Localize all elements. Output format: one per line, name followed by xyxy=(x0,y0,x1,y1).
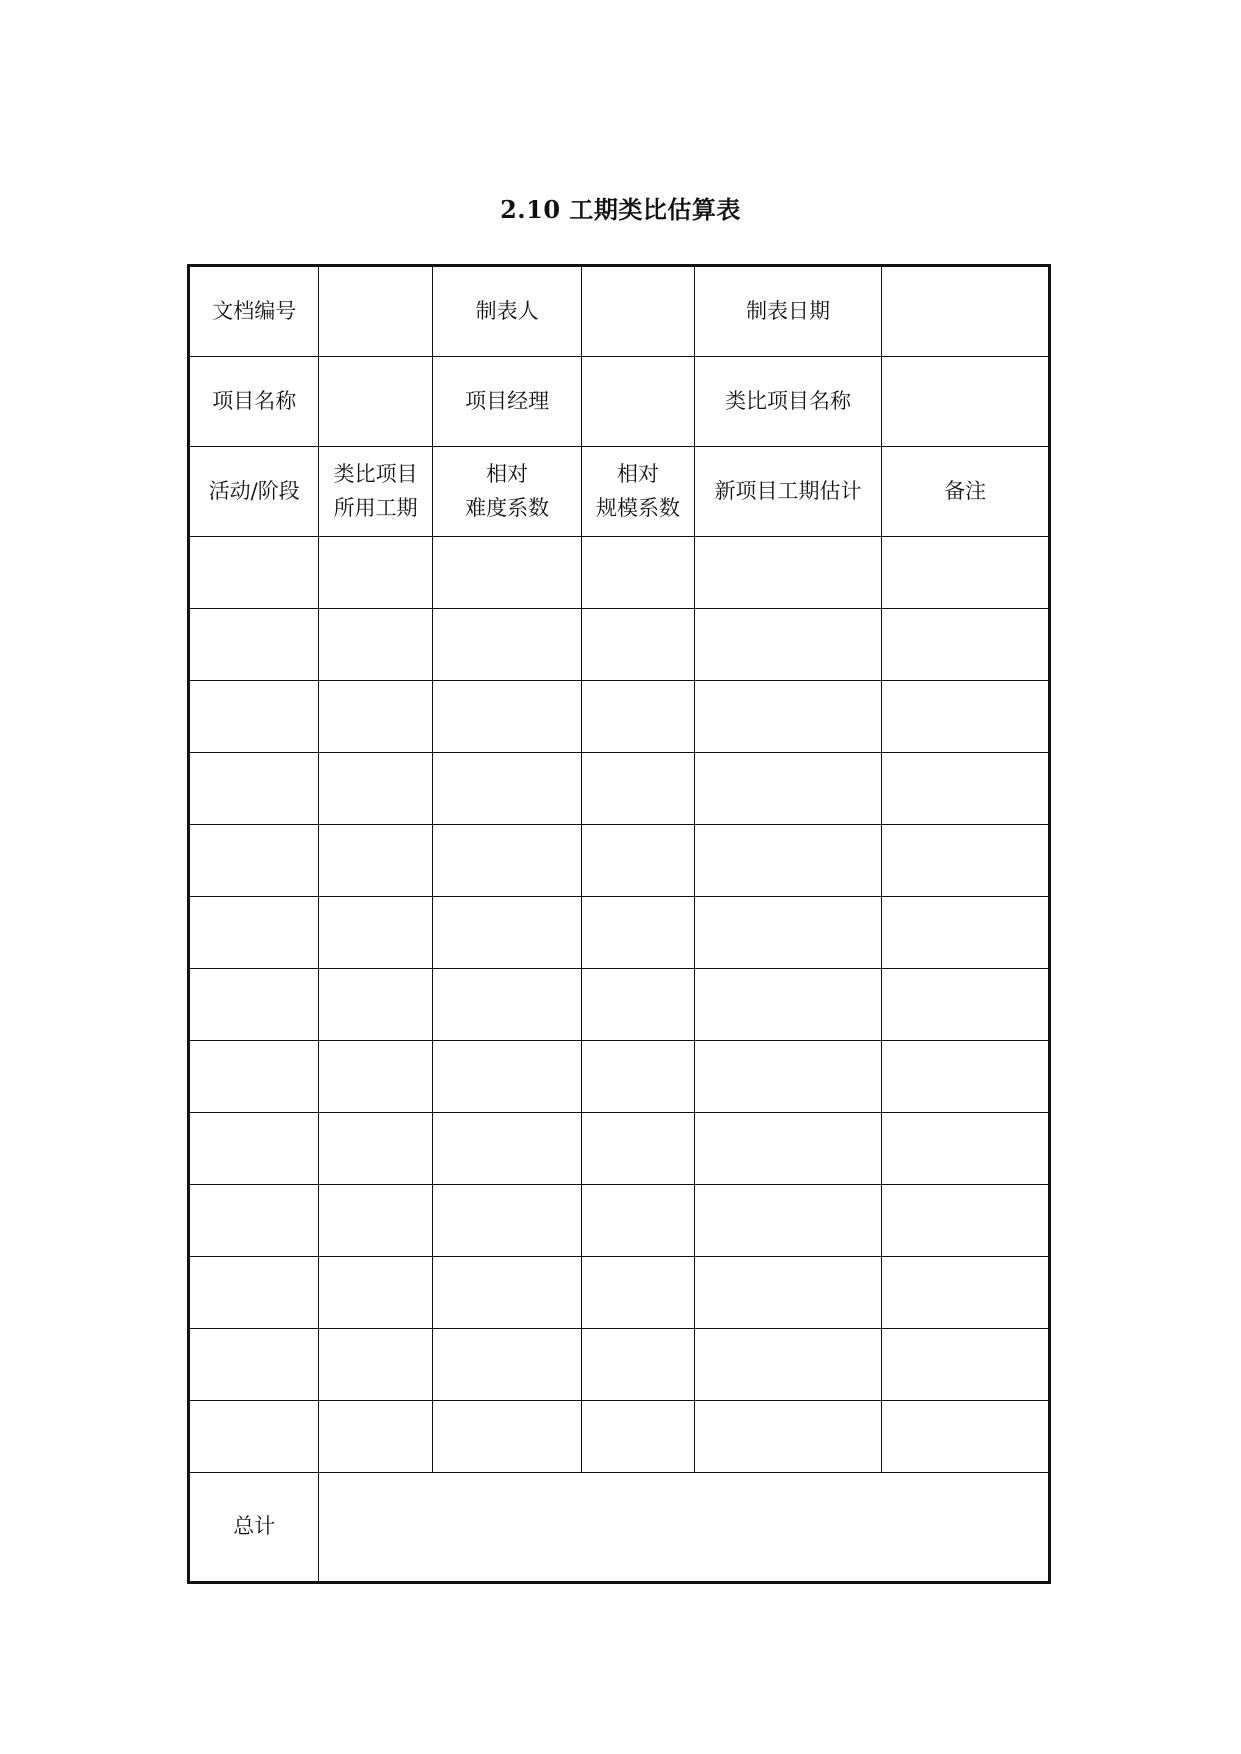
info-row-project xyxy=(189,357,1050,447)
remarks-cell[interactable] xyxy=(882,537,1050,609)
analog-duration-cell[interactable] xyxy=(319,609,432,681)
remarks-cell[interactable] xyxy=(882,609,1050,681)
info-row-document xyxy=(189,266,1050,357)
col-header-difficulty xyxy=(432,447,582,537)
new-estimate-cell[interactable] xyxy=(694,825,882,897)
activity-cell[interactable] xyxy=(189,825,319,897)
table-row xyxy=(189,1257,1050,1329)
total-label: 总计 xyxy=(189,1473,319,1583)
activity-cell[interactable] xyxy=(189,1401,319,1473)
activity-cell[interactable] xyxy=(189,1257,319,1329)
difficulty-cell[interactable] xyxy=(432,969,582,1041)
scale-cell[interactable] xyxy=(582,537,694,609)
scale-cell[interactable] xyxy=(582,1329,694,1401)
column-header-row xyxy=(189,447,1050,537)
doc-number-field[interactable] xyxy=(319,266,432,357)
col-header-scale-line2: 规模系数 xyxy=(596,495,681,520)
remarks-cell[interactable] xyxy=(882,1257,1050,1329)
activity-cell[interactable] xyxy=(189,609,319,681)
analog-duration-cell[interactable] xyxy=(319,1329,432,1401)
table-row xyxy=(189,1185,1050,1257)
analog-project-name-field[interactable] xyxy=(882,357,1050,447)
analog-duration-cell[interactable] xyxy=(319,1401,432,1473)
activity-cell[interactable] xyxy=(189,1113,319,1185)
scale-cell[interactable] xyxy=(582,897,694,969)
new-estimate-cell[interactable] xyxy=(694,1257,882,1329)
doc-number-label: 文档编号 xyxy=(189,266,319,357)
remarks-cell[interactable] xyxy=(882,681,1050,753)
scale-cell[interactable] xyxy=(582,1041,694,1113)
activity-cell[interactable] xyxy=(189,969,319,1041)
new-estimate-cell[interactable] xyxy=(694,1401,882,1473)
scale-cell[interactable] xyxy=(582,1185,694,1257)
scale-cell[interactable] xyxy=(582,1113,694,1185)
col-header-analog-duration-line1: 类比项目 xyxy=(333,461,418,486)
table-row xyxy=(189,897,1050,969)
scale-cell[interactable] xyxy=(582,753,694,825)
remarks-cell[interactable] xyxy=(882,1401,1050,1473)
difficulty-cell[interactable] xyxy=(432,609,582,681)
difficulty-cell[interactable] xyxy=(432,897,582,969)
prepared-date-field[interactable] xyxy=(882,266,1050,357)
total-field[interactable] xyxy=(319,1473,1050,1583)
table-row xyxy=(189,1401,1050,1473)
total-row xyxy=(189,1473,1050,1583)
difficulty-cell[interactable] xyxy=(432,825,582,897)
project-manager-field[interactable] xyxy=(582,357,694,447)
remarks-cell[interactable] xyxy=(882,825,1050,897)
difficulty-cell[interactable] xyxy=(432,1401,582,1473)
scale-cell[interactable] xyxy=(582,681,694,753)
new-estimate-cell[interactable] xyxy=(694,753,882,825)
analog-duration-cell[interactable] xyxy=(319,1185,432,1257)
col-header-activity: 活动/阶段 xyxy=(189,447,319,537)
table-row xyxy=(189,537,1050,609)
difficulty-cell[interactable] xyxy=(432,537,582,609)
difficulty-cell[interactable] xyxy=(432,1113,582,1185)
analog-duration-cell[interactable] xyxy=(319,681,432,753)
activity-cell[interactable] xyxy=(189,681,319,753)
activity-cell[interactable] xyxy=(189,1041,319,1113)
table-row xyxy=(189,609,1050,681)
col-header-difficulty-line2: 难度系数 xyxy=(465,495,550,520)
remarks-cell[interactable] xyxy=(882,1185,1050,1257)
remarks-cell[interactable] xyxy=(882,1113,1050,1185)
difficulty-cell[interactable] xyxy=(432,1185,582,1257)
analog-duration-cell[interactable] xyxy=(319,1041,432,1113)
scale-cell[interactable] xyxy=(582,1257,694,1329)
difficulty-cell[interactable] xyxy=(432,753,582,825)
new-estimate-cell[interactable] xyxy=(694,537,882,609)
activity-cell[interactable] xyxy=(189,897,319,969)
col-header-difficulty-line1: 相对 xyxy=(486,461,529,486)
new-estimate-cell[interactable] xyxy=(694,897,882,969)
scale-cell[interactable] xyxy=(582,825,694,897)
analog-duration-cell[interactable] xyxy=(319,969,432,1041)
table-row xyxy=(189,969,1050,1041)
remarks-cell[interactable] xyxy=(882,753,1050,825)
table-row xyxy=(189,1041,1050,1113)
scale-cell[interactable] xyxy=(582,969,694,1041)
analog-duration-cell[interactable] xyxy=(319,825,432,897)
difficulty-cell[interactable] xyxy=(432,1041,582,1113)
analog-duration-cell[interactable] xyxy=(319,753,432,825)
new-estimate-cell[interactable] xyxy=(694,1185,882,1257)
project-name-field[interactable] xyxy=(319,357,432,447)
analog-duration-cell[interactable] xyxy=(319,1113,432,1185)
difficulty-cell[interactable] xyxy=(432,681,582,753)
activity-cell[interactable] xyxy=(189,753,319,825)
table-row xyxy=(189,825,1050,897)
col-header-remarks: 备注 xyxy=(882,447,1050,537)
scale-cell[interactable] xyxy=(582,609,694,681)
new-estimate-cell[interactable] xyxy=(694,1041,882,1113)
new-estimate-cell[interactable] xyxy=(694,609,882,681)
table-row xyxy=(189,1113,1050,1185)
project-name-label: 项目名称 xyxy=(189,357,319,447)
new-estimate-cell[interactable] xyxy=(694,681,882,753)
project-manager-label: 项目经理 xyxy=(432,357,582,447)
activity-cell[interactable] xyxy=(189,1185,319,1257)
difficulty-cell[interactable] xyxy=(432,1257,582,1329)
activity-cell[interactable] xyxy=(189,537,319,609)
analog-project-name-label: 类比项目名称 xyxy=(694,357,882,447)
col-header-scale-line1: 相对 xyxy=(617,461,660,486)
scale-cell[interactable] xyxy=(582,1401,694,1473)
difficulty-cell[interactable] xyxy=(432,1329,582,1401)
analog-duration-cell[interactable] xyxy=(319,1257,432,1329)
new-estimate-cell[interactable] xyxy=(694,1329,882,1401)
page-title: 2.10 工期类比估算表 xyxy=(500,195,741,224)
table-row xyxy=(189,681,1050,753)
table-row xyxy=(189,753,1050,825)
remarks-cell[interactable] xyxy=(882,1041,1050,1113)
table-row xyxy=(189,1329,1050,1401)
preparer-field[interactable] xyxy=(582,266,694,357)
preparer-label: 制表人 xyxy=(432,266,582,357)
activity-cell[interactable] xyxy=(189,1329,319,1401)
analog-duration-cell[interactable] xyxy=(319,897,432,969)
remarks-cell[interactable] xyxy=(882,969,1050,1041)
prepared-date-label: 制表日期 xyxy=(694,266,882,357)
remarks-cell[interactable] xyxy=(882,1329,1050,1401)
remarks-cell[interactable] xyxy=(882,897,1050,969)
col-header-new-estimate: 新项目工期估计 xyxy=(694,447,882,537)
col-header-analog-duration xyxy=(319,447,432,537)
col-header-analog-duration-line2: 所用工期 xyxy=(333,495,418,520)
new-estimate-cell[interactable] xyxy=(694,969,882,1041)
col-header-scale xyxy=(582,447,694,537)
duration-analog-estimate-table xyxy=(187,264,1051,1584)
analog-duration-cell[interactable] xyxy=(319,537,432,609)
new-estimate-cell[interactable] xyxy=(694,1113,882,1185)
